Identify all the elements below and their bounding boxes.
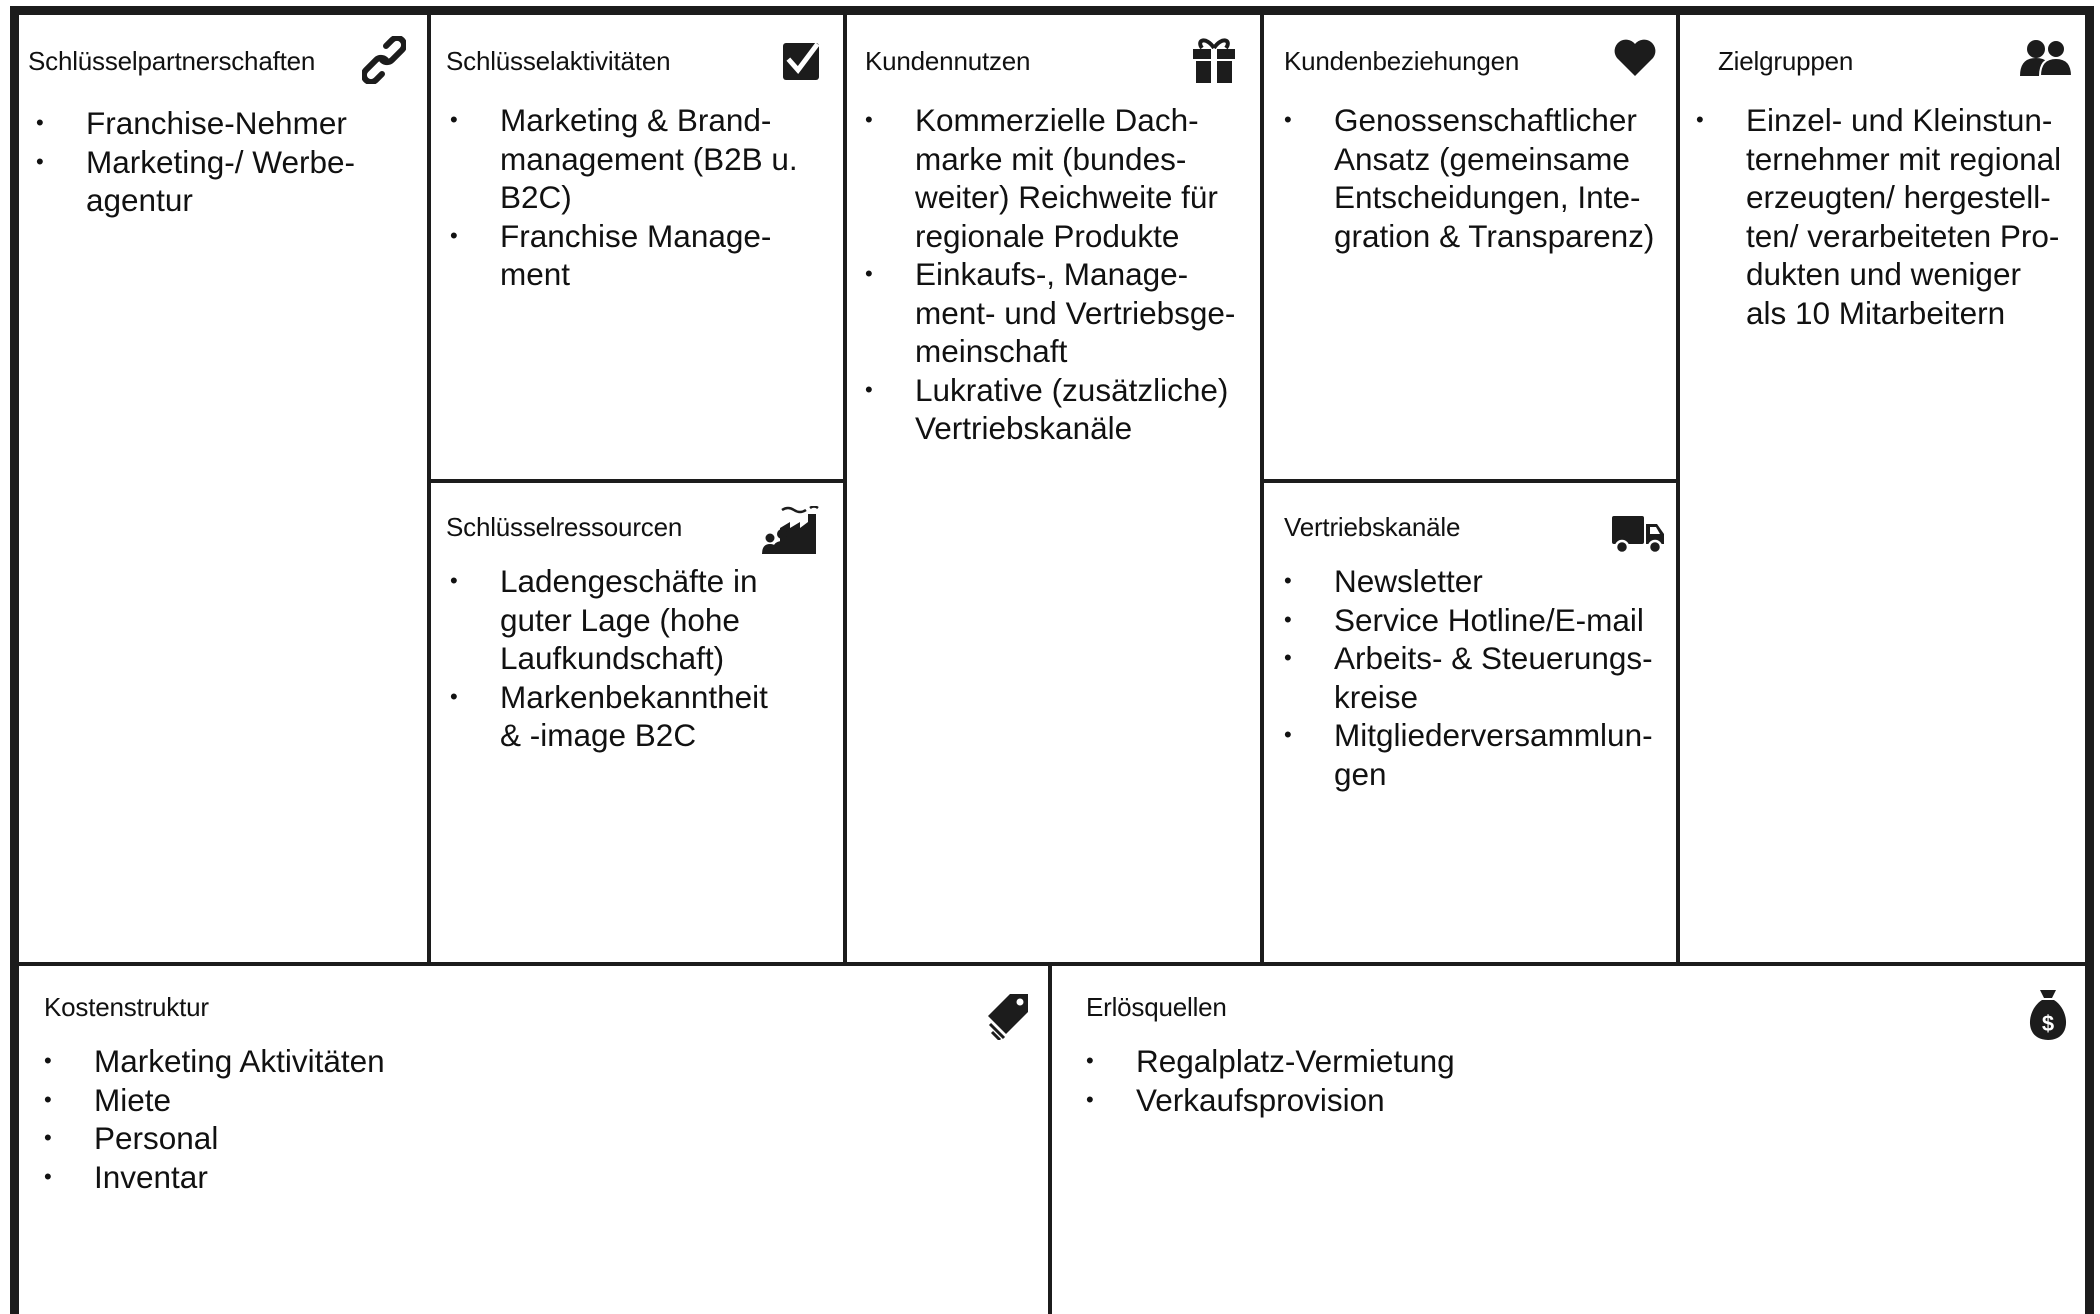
divider <box>1048 964 1052 1314</box>
factory-icon <box>760 506 822 556</box>
key-activities-title: Schlüsselaktivitäten <box>446 46 671 76</box>
divider <box>1262 479 1678 483</box>
list-item <box>450 217 798 294</box>
list-item-line: • Arbeits- & Steuerungs- <box>1334 640 1653 676</box>
revenue-streams-block <box>1086 992 2076 1292</box>
list-item-line: • Miete <box>94 1081 172 1118</box>
list-item <box>1284 601 1653 640</box>
customer-segments-list <box>1696 101 2061 332</box>
key-activities-list <box>450 101 798 294</box>
list-item-line: als 10 Mitarbeitern <box>1746 294 2006 331</box>
revenue-streams-list <box>1086 1042 1455 1119</box>
value-propositions-block <box>865 46 1255 946</box>
list-item-line: • Personal <box>94 1120 219 1156</box>
divider <box>1676 10 1680 964</box>
list-item-line: Laufkundschaft) <box>500 640 725 676</box>
list-item-line: • Markenbekanntheit <box>500 678 768 715</box>
list-item-line: Entscheidungen, Inte- <box>1334 179 1641 215</box>
list-item <box>36 143 355 220</box>
list-item-line: guter Lage (hohe <box>500 601 740 638</box>
revenue-streams-title: Erlösquellen <box>1086 992 1227 1022</box>
list-item-line: management (B2B u. <box>500 140 798 177</box>
list-item-line: • Genossenschaftlicher <box>1334 102 1637 138</box>
checkbox-icon <box>782 40 822 82</box>
list-item-line: agentur <box>86 182 193 218</box>
cost-structure-block <box>44 992 1034 1292</box>
list-item <box>1284 639 1653 716</box>
list-item <box>1284 101 1654 255</box>
list-item <box>450 678 768 755</box>
list-item-line: • Inventar <box>94 1158 208 1195</box>
customer-relationships-title: Kundenbeziehungen <box>1284 46 1520 76</box>
list-item-line: B2C) <box>500 179 572 215</box>
list-item-line: kreise <box>1334 678 1419 715</box>
truck-icon <box>1611 514 1665 556</box>
list-item <box>1284 716 1653 793</box>
divider <box>429 479 845 483</box>
channels-title: Vertriebskanäle <box>1284 512 1461 542</box>
key-partners-title: Schlüsselpartnerschaften <box>28 46 316 76</box>
list-item-line: gration & Transparenz) <box>1334 217 1655 254</box>
value-propositions-list <box>865 101 1235 448</box>
key-activities-block <box>446 46 836 466</box>
channels-list <box>1284 562 1653 793</box>
divider <box>10 962 2094 966</box>
list-item-line: • Lukrative (zusätzliche) <box>915 371 1229 408</box>
list-item-line: erzeugten/ hergestell- <box>1746 179 2051 215</box>
list-item-line: • Franchise-Nehmer <box>86 105 347 141</box>
list-item-line: • Einkaufs-, Manage- <box>915 256 1189 292</box>
list-item-line: weiter) Reichweite für <box>915 179 1218 215</box>
list-item-line: • Kommerzielle Dach- <box>915 102 1199 138</box>
list-item-line: • Marketing & Brand- <box>500 102 772 138</box>
list-item <box>44 1158 385 1197</box>
divider <box>1260 10 1264 964</box>
gift-icon <box>1192 36 1236 84</box>
list-item-line: ment- und Vertriebsge- <box>915 294 1236 331</box>
list-item <box>450 101 798 217</box>
list-item <box>865 371 1235 448</box>
link-icon <box>362 36 406 84</box>
list-item-line: meinschaft <box>915 333 1068 369</box>
list-item <box>1086 1042 1455 1081</box>
list-item <box>1696 101 2061 332</box>
key-partners-list <box>36 104 355 220</box>
list-item-line: & -image B2C <box>500 717 697 753</box>
money-bag-icon <box>2026 986 2070 1042</box>
list-item-line: • Regalplatz-Vermietung <box>1136 1043 1455 1079</box>
divider <box>427 10 431 964</box>
customer-segments-title: Zielgruppen <box>1718 46 1854 76</box>
list-item-line: Vertriebskanäle <box>915 410 1133 446</box>
list-item-line: • Franchise Manage- <box>500 217 772 254</box>
list-item-line: • Mitgliederversammlun- <box>1334 717 1653 753</box>
list-item-line: gen <box>1334 755 1387 792</box>
list-item-line: • Einzel- und Kleinstun- <box>1746 102 2053 138</box>
list-item-line: • Verkaufsprovision <box>1136 1081 1385 1118</box>
list-item <box>450 562 768 678</box>
cost-structure-title: Kostenstruktur <box>44 992 209 1022</box>
list-item <box>44 1042 385 1081</box>
list-item-line: ment <box>500 256 571 292</box>
price-tag-icon <box>984 988 1034 1040</box>
list-item <box>44 1081 385 1120</box>
list-item <box>36 104 355 143</box>
heart-icon <box>1613 38 1657 78</box>
list-item-line: ten/ verarbeiteten Pro- <box>1746 217 2060 254</box>
list-item <box>865 255 1235 371</box>
list-item-line: • Newsletter <box>1334 563 1483 599</box>
customer-segments-block <box>1718 46 2088 946</box>
list-item-line: regionale Produkte <box>915 217 1180 254</box>
svg-text:$: $ <box>2041 1011 2055 1036</box>
list-item-line: • Ladengeschäfte in <box>500 563 758 599</box>
list-item-line: Ansatz (gemeinsame <box>1334 140 1630 177</box>
key-resources-title: Schlüsselressourcen <box>446 512 683 542</box>
cost-structure-list <box>44 1042 385 1196</box>
list-item-line: ternehmer mit regional <box>1746 140 2062 177</box>
key-partners-block <box>28 46 418 946</box>
list-item-line: marke mit (bundes- <box>915 140 1187 177</box>
divider <box>843 10 847 964</box>
list-item-line: • Marketing Aktivitäten <box>94 1043 385 1079</box>
customer-relationships-block <box>1284 46 1674 466</box>
list-item <box>44 1119 385 1158</box>
channels-block <box>1284 512 1674 952</box>
list-item <box>1086 1081 1455 1120</box>
list-item-line: dukten und weniger <box>1746 256 2021 292</box>
key-resources-block <box>446 512 836 952</box>
list-item-line: • Marketing-/ Werbe- <box>86 143 355 180</box>
list-item-line: • Service Hotline/E-mail <box>1334 601 1644 638</box>
people-icon <box>2018 38 2074 78</box>
value-propositions-title: Kundennutzen <box>865 46 1031 76</box>
list-item <box>865 101 1235 255</box>
customer-relationships-list <box>1284 101 1654 255</box>
key-resources-list <box>450 562 768 755</box>
list-item <box>1284 562 1653 601</box>
